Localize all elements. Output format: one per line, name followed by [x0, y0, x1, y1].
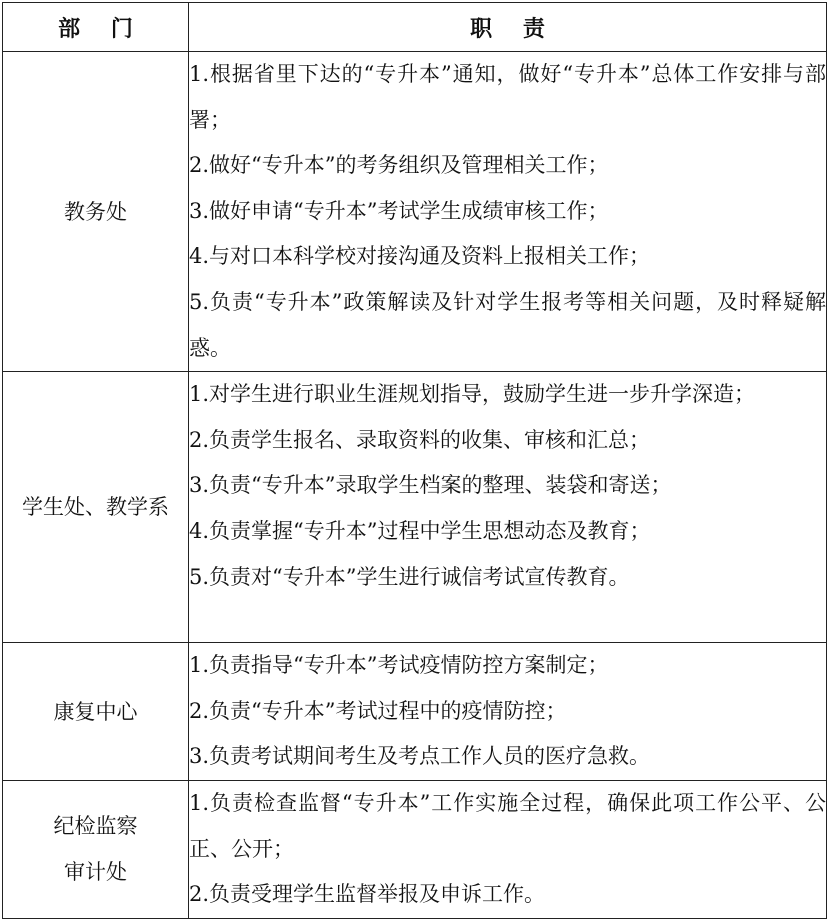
dept-name: 教务处: [64, 199, 127, 224]
table-row: [3, 52, 827, 372]
duties-cell: [189, 780, 827, 918]
duties-cell: [189, 643, 827, 781]
duty-item: 2.负责学生报名、录取资料的收集、审核和汇总；: [189, 427, 651, 452]
duty-item: 5.负责对“专升本”学生进行诚信考试宣传教育。: [189, 564, 630, 589]
duty-item: 4.与对口本科学校对接沟通及资料上报相关工作；: [189, 244, 651, 269]
duty-item: 5.负责“专升本”政策解读及针对学生报考等相关问题，及时释疑解惑。: [189, 289, 826, 360]
duty-item: 1.负责检查监督“专升本”工作实施全过程，确保此项工作公平、公正、公开；: [189, 790, 826, 861]
duties-cell: [189, 52, 827, 372]
table-row: [3, 643, 827, 781]
dept-cell: [3, 780, 189, 918]
header-duties: 职责: [189, 3, 827, 52]
dept-name: 康复中心: [53, 699, 138, 724]
duty-item: 3.做好申请“专升本”考试学生成绩审核工作；: [189, 198, 609, 223]
duty-item: 1.根据省里下达的“专升本”通知，做好“专升本”总体工作安排与部署；: [189, 62, 826, 132]
dept-cell: [3, 372, 189, 643]
dept-name: 审计处: [64, 860, 127, 885]
dept-name: 学生处、教学系: [22, 495, 169, 520]
header-dept: 部门: [3, 3, 189, 52]
duty-item: 1.对学生进行职业生涯规划指导，鼓励学生进一步升学深造；: [189, 382, 756, 407]
duty-item: 2.负责“专升本”考试过程中的疫情防控；: [189, 698, 567, 723]
header-row: [3, 3, 827, 52]
duty-item: 4.负责掌握“专升本”过程中学生思想动态及教育；: [189, 518, 651, 543]
duty-item: 2.做好“专升本”的考务组织及管理相关工作；: [189, 153, 609, 178]
duty-item: 1.负责指导“专升本”考试疫情防控方案制定；: [189, 653, 609, 678]
duties-cell: [189, 372, 827, 643]
table-row: [3, 780, 827, 918]
table-row: [3, 372, 827, 643]
duty-item: 3.负责考试期间考生及考点工作人员的医疗急救。: [189, 744, 651, 769]
duty-item: 2.负责受理学生监督举报及申诉工作。: [189, 882, 546, 907]
dept-name: 纪检监察: [53, 814, 138, 839]
dept-cell: [3, 643, 189, 781]
duty-table: [2, 2, 827, 919]
dept-cell: [3, 52, 189, 372]
duty-item: 3.负责“专升本”录取学生档案的整理、装袋和寄送；: [189, 473, 672, 498]
